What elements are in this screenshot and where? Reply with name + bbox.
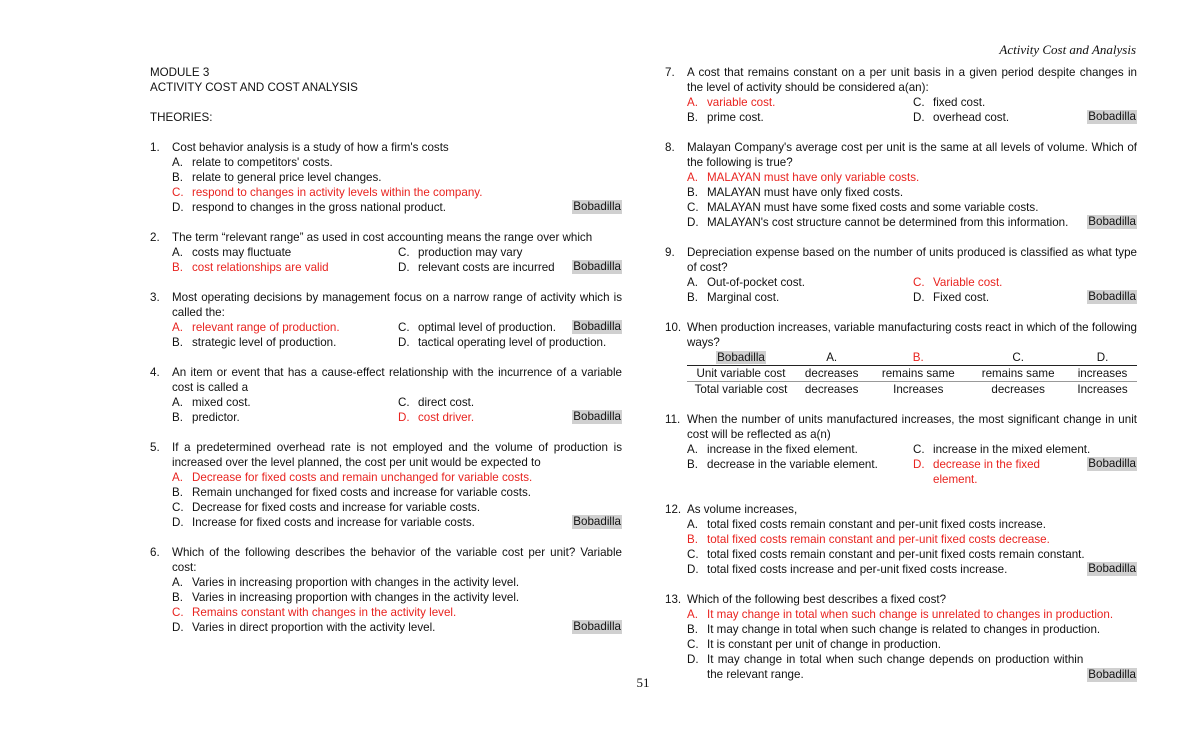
option-a-answer: A. relevant range of production. bbox=[172, 321, 340, 334]
right-column bbox=[665, 65, 1137, 697]
question-number: 12. bbox=[665, 503, 682, 516]
option-a: A. increase in the fixed element. bbox=[687, 443, 858, 456]
table-cell: increases bbox=[1077, 367, 1128, 380]
table-cell: decreases bbox=[804, 367, 859, 380]
question-number: 10. bbox=[665, 321, 682, 334]
option-a-answer: A. MALAYAN must have only variable costs. bbox=[687, 171, 920, 184]
question-number: 13. bbox=[665, 593, 682, 606]
question-stem: An item or event that has a cause-effect relationship with the incurrence of a variable cost is called a bbox=[172, 366, 622, 394]
table-header-cell: C. bbox=[968, 350, 1068, 366]
option-b: B. It may change in total when such change is related to changes in production. bbox=[687, 623, 1101, 636]
table-header-cell-answer: B. bbox=[868, 350, 968, 366]
option-d: D. total fixed costs increase and per-unit fixed costs increase. bbox=[687, 563, 1008, 576]
question-number: 3. bbox=[150, 291, 160, 304]
option-a-answer: A. variable cost. bbox=[687, 96, 776, 109]
source-tag: Bobadilla bbox=[573, 410, 621, 423]
question-stem: A cost that remains constant on a per unit basis in a given period despite changes in the level of activity should be considered a(an): bbox=[687, 66, 1137, 94]
option-d-answer: D. decrease in the fixed element. bbox=[913, 458, 1040, 486]
question-stem: The term “relevant range” as used in cost accounting means the range over which bbox=[172, 231, 593, 244]
question-12 bbox=[665, 502, 1137, 577]
table-cell: decreases bbox=[991, 383, 1045, 396]
option-d: D. It may change in total when such change depends on production within the relevant range. bbox=[687, 653, 1084, 681]
option-a: A. Out-of-pocket cost. bbox=[687, 276, 805, 289]
option-c: C. total fixed costs remain constant and per-unit fixed costs remain constant. bbox=[687, 548, 1085, 561]
option-d-answer: D. cost driver. bbox=[398, 411, 475, 424]
option-b: B. decrease in the variable element. bbox=[687, 458, 878, 471]
question-6 bbox=[150, 545, 622, 635]
table-header-cell: D. bbox=[1068, 350, 1137, 366]
option-c: C. direct cost. bbox=[398, 396, 475, 409]
question-number: 7. bbox=[665, 66, 675, 79]
option-c: C. MALAYAN must have some fixed costs and some variable costs. bbox=[687, 201, 1039, 214]
option-b: B. predictor. bbox=[172, 411, 240, 424]
table-header-cell: Bobadilla bbox=[687, 350, 795, 366]
question-8 bbox=[665, 140, 1137, 230]
question-number: 9. bbox=[665, 246, 675, 259]
question-stem: When production increases, variable manufacturing costs react in which of the following ways? bbox=[687, 321, 1137, 349]
left-column bbox=[150, 65, 622, 650]
source-tag: Bobadilla bbox=[1088, 215, 1136, 228]
source-tag: Bobadilla bbox=[1088, 562, 1136, 575]
table-header-cell: A. bbox=[795, 350, 868, 366]
option-d: D. respond to changes in the gross national product. bbox=[172, 201, 446, 214]
option-b: B. Remain unchanged for fixed costs and increase for variable costs. bbox=[172, 486, 531, 499]
option-d: D. tactical operating level of production. bbox=[398, 336, 607, 349]
question-4 bbox=[150, 365, 622, 425]
cost-behavior-table bbox=[687, 350, 1137, 397]
source-tag: Bobadilla bbox=[573, 200, 621, 213]
option-a: A. mixed cost. bbox=[172, 396, 251, 409]
source-tag: Bobadilla bbox=[1088, 110, 1136, 123]
option-d: D. relevant costs are incurred bbox=[398, 261, 555, 274]
question-stem: If a predetermined overhead rate is not employed and the volume of production is increased over the level planned, the cost per unit would be expected to bbox=[172, 441, 622, 469]
question-9 bbox=[665, 245, 1137, 305]
module-title: ACTIVITY COST AND COST ANALYSIS bbox=[150, 81, 358, 94]
option-a-answer: A. It may change in total when such change is unrelated to changes in production. bbox=[687, 608, 1114, 621]
question-10 bbox=[665, 320, 1137, 397]
option-b-answer: B. total fixed costs remain constant and per-unit fixed costs decrease. bbox=[687, 533, 1050, 546]
option-a: A. total fixed costs remain constant and per-unit fixed costs increase. bbox=[687, 518, 1046, 531]
question-number: 5. bbox=[150, 441, 160, 454]
source-tag: Bobadilla bbox=[573, 620, 621, 633]
option-a: A. Varies in increasing proportion with changes in the activity level. bbox=[172, 576, 520, 589]
question-5 bbox=[150, 440, 622, 530]
option-c-answer: C. Remains constant with changes in the activity level. bbox=[172, 606, 457, 619]
question-stem: As volume increases, bbox=[687, 503, 798, 516]
option-b: B. MALAYAN must have only fixed costs. bbox=[687, 186, 904, 199]
table-cell: remains same bbox=[981, 367, 1055, 380]
table-row bbox=[687, 382, 1137, 398]
option-b: B. strategic level of production. bbox=[172, 336, 337, 349]
question-stem: Cost behavior analysis is a study of how a firm's costs bbox=[172, 141, 449, 154]
source-tag: Bobadilla bbox=[573, 320, 621, 333]
table-cell: remains same bbox=[881, 367, 955, 380]
question-stem: Most operating decisions by management focus on a narrow range of activity which is called the: bbox=[172, 291, 622, 319]
table-cell: decreases bbox=[804, 383, 859, 396]
option-a: A. relate to competitors' costs. bbox=[172, 156, 333, 169]
option-c-answer: C. respond to changes in activity levels within the company. bbox=[172, 186, 483, 199]
table-row bbox=[687, 366, 1137, 382]
option-a: A. costs may fluctuate bbox=[172, 246, 292, 259]
option-c: C. production may vary bbox=[398, 246, 523, 259]
module-label: MODULE 3 bbox=[150, 66, 210, 79]
option-d: D. Increase for fixed costs and increase for variable costs. bbox=[172, 516, 475, 529]
option-d: D. overhead cost. bbox=[913, 111, 1010, 124]
source-tag: Bobadilla bbox=[573, 260, 621, 273]
option-b: B. Varies in increasing proportion with changes in the activity level. bbox=[172, 591, 520, 604]
question-number: 4. bbox=[150, 366, 160, 379]
source-tag: Bobadilla bbox=[573, 515, 621, 528]
question-13 bbox=[665, 592, 1137, 682]
source-tag: Bobadilla bbox=[1088, 668, 1136, 681]
option-d: D. Varies in direct proportion with the activity level. bbox=[172, 621, 436, 634]
option-d: D. Fixed cost. bbox=[913, 291, 990, 304]
option-b: B. prime cost. bbox=[687, 111, 764, 124]
option-c-answer: C. Variable cost. bbox=[913, 276, 1003, 289]
option-c: C. fixed cost. bbox=[913, 96, 986, 109]
question-stem: Which of the following describes the behavior of the variable cost per unit? Variable cost: bbox=[172, 546, 622, 574]
question-number: 2. bbox=[150, 231, 160, 244]
running-head: Activity Cost and Analysis bbox=[999, 42, 1136, 57]
question-11 bbox=[665, 412, 1137, 487]
table-cell: Increases bbox=[1077, 383, 1128, 396]
option-c: C. increase in the mixed element. bbox=[913, 443, 1091, 456]
option-d: D. MALAYAN's cost structure cannot be determined from this information. bbox=[687, 216, 1069, 229]
option-c: C. It is constant per unit of change in production. bbox=[687, 638, 941, 651]
table-cell: Unit variable cost bbox=[696, 367, 786, 380]
source-tag: Bobadilla bbox=[1088, 290, 1136, 303]
question-number: 11. bbox=[665, 413, 681, 426]
question-1 bbox=[150, 140, 622, 215]
option-a-answer: A. Decrease for fixed costs and remain unchanged for variable costs. bbox=[172, 471, 533, 484]
question-number: 8. bbox=[665, 141, 675, 154]
table-cell: Increases bbox=[893, 383, 944, 396]
question-stem: When the number of units manufactured increases, the most significant change in unit cost will be reflected as a(n) bbox=[687, 413, 1137, 441]
question-number: 1. bbox=[150, 141, 160, 154]
option-b-answer: B. cost relationships are valid bbox=[172, 261, 329, 274]
option-c: C. optimal level of production. bbox=[398, 321, 556, 334]
option-b: B. relate to general price level changes. bbox=[172, 171, 382, 184]
option-b: B. Marginal cost. bbox=[687, 291, 780, 304]
table-cell: Total variable cost bbox=[694, 383, 788, 396]
question-7 bbox=[665, 65, 1137, 125]
question-2 bbox=[150, 230, 622, 275]
source-tag: Bobadilla bbox=[1088, 457, 1136, 470]
question-3 bbox=[150, 290, 622, 350]
question-stem: Which of the following best describes a fixed cost? bbox=[687, 593, 947, 606]
question-number: 6. bbox=[150, 546, 160, 559]
page-number: 51 bbox=[636, 675, 650, 690]
option-c: C. Decrease for fixed costs and increase for variable costs. bbox=[172, 501, 481, 514]
section-heading: THEORIES: bbox=[150, 111, 213, 124]
question-stem: Depreciation expense based on the number of units produced is classified as what type of cost? bbox=[687, 246, 1137, 274]
question-stem: Malayan Company's average cost per unit is the same at all levels of volume. Which of the following is true? bbox=[687, 141, 1137, 169]
